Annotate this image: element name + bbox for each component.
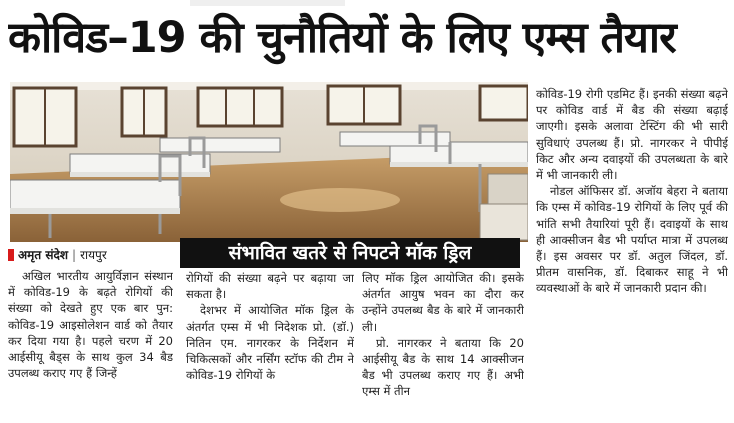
dateline-separator: | (72, 248, 77, 262)
dateline-place: रायपुर (80, 248, 107, 262)
article-column-3 (362, 270, 524, 423)
article-paragraph: अखिल भारतीय आयुर्विज्ञान संस्थान में कोविड-19 के बढ़ते रोगियों की संख्या को देखते हुए एक बार पुन: कोविड-19 आइसोलेशन वार्ड को तैयार कर दिया गया है। पहले चरण में 20 आईसीयू बैड्स के साथ कुल 34 बैड उपलब्ध कराए गए हैं जिन्हें (8, 269, 173, 381)
article-paragraph: लिए मॉक ड्रिल आयोजित की। इसके अंतर्गत आयुष भवन का दौरा कर उन्होंने उपलब्ध बैड के बारे में जानकारी ली। (362, 271, 524, 334)
dateline (8, 244, 176, 266)
article-column-2 (186, 270, 354, 423)
article-paragraph: कोविड-19 रोगी एडमिट हैं। इनकी संख्या बढ़ने पर कोविड वार्ड में बैड की संख्या बढ़ाई जाएगी। इसके अलावा टेस्टिंग की भी सारी सुविधाएं उपलब्ध हैं। प्रो. नागरकर ने पीपीई किट और अन्य दवाइयों की उपलब्धता के बारे में भी जानकारी ली। (536, 87, 728, 183)
dateline-brand: अमृत संदेश (18, 248, 69, 262)
hospital-ward-image (10, 82, 528, 242)
headline: कोविड–19 की चुनौतियों के लिए एम्स तैयार (8, 13, 676, 63)
article-paragraph: प्रो. नागरकर ने बताया कि 20 आईसीयू बैड के साथ 14 आक्सीजन बैड भी उपलब्ध कराए गए हैं। अभी एम्स में तीन (362, 335, 524, 399)
article-paragraph: देशभर में आयोजित मॉक ड्रिल के अंतर्गत एम्स में भी निदेशक प्रो. (डॉ.) नितिन एम. नागरकर के निर्देशन में चिकित्सकों और नर्सिंग स्टॉफ की टीम ने कोविड-19 रोगियों के (186, 303, 354, 383)
dateline-marker (8, 249, 14, 261)
photo-caption: संभावित खतरे से निपटने मॉक ड्रिल (180, 238, 520, 268)
article-paragraph: नोडल ऑफिसर डॉ. अजॉय बेहरा ने बताया कि एम्स में कोविड-19 रोगियों के लिए पूर्व की भांति सभी तैयारियां पूरी हैं। दवाइयों के साथ ही आक्सीजन बैड भी पर्याप्त मात्रा में उपलब्ध हैं। इस अवसर पर डॉ. अतुल जिंदल, डॉ. प्रीतम वासनिक, डॉ. दिबाकर साहू ने भी व्यवस्थाओं के बारे में जानकारी प्रदान की। (536, 184, 728, 296)
article-column-4 (536, 86, 728, 423)
article-paragraph: रोगियों की संख्या बढ़ने पर बढ़ाया जा सकता है। (186, 271, 354, 302)
ward-photo (10, 82, 528, 242)
article-column-1 (8, 268, 173, 423)
